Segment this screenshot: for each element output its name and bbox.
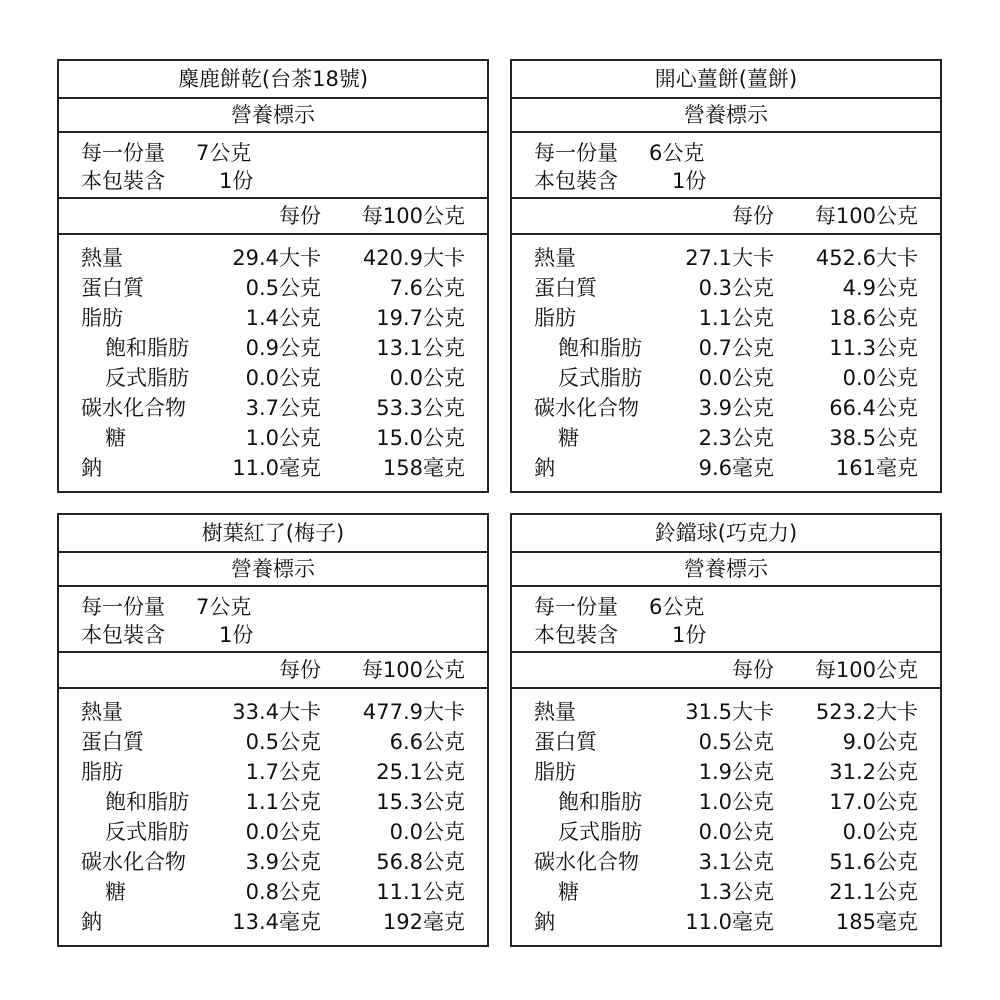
nutrient-per-serving: 0.5公克 [245, 276, 321, 300]
nutrient-row-carbohydrate [512, 847, 940, 877]
nutrient-per-serving: 1.0公克 [245, 426, 321, 450]
nutrient-name: 熱量 [534, 700, 576, 724]
nutrient-table [59, 235, 487, 491]
nutrient-per-100g: 0.0公克 [842, 366, 918, 390]
nutrient-row-trans-fat [59, 817, 487, 847]
servings-value: 1份 [672, 169, 707, 193]
nutrient-row-sugar [512, 877, 940, 907]
product-title: 開心薑餅(薑餅) [512, 61, 940, 99]
nutrient-per-serving: 3.9公克 [245, 850, 321, 874]
nutrient-per-100g: 15.0公克 [376, 426, 465, 450]
nutrient-per-serving: 0.0公克 [698, 366, 774, 390]
nutrient-row-protein [59, 727, 487, 757]
nutrient-per-100g: 15.3公克 [376, 790, 465, 814]
nutrient-per-serving: 0.9公克 [245, 336, 321, 360]
nutrient-name: 碳水化合物 [81, 850, 186, 874]
nutrient-row-carbohydrate [59, 847, 487, 877]
servings-value: 1份 [219, 623, 254, 647]
col-per-serving: 每份 [732, 204, 774, 228]
nutrient-per-100g: 38.5公克 [829, 426, 918, 450]
col-per-100g: 每100公克 [814, 204, 918, 228]
serving-size-label: 每一份量 [534, 141, 618, 165]
nutrient-row-sodium [512, 907, 940, 937]
nutrient-row-energy [59, 697, 487, 727]
nutrient-row-fat [512, 757, 940, 787]
col-per-serving: 每份 [279, 658, 321, 682]
nutrient-row-sugar [512, 423, 940, 453]
nutrient-row-energy [512, 243, 940, 273]
nutrition-label-heading: 營養標示 [59, 99, 487, 133]
nutrient-per-100g: 31.2公克 [829, 760, 918, 784]
serving-info [512, 133, 940, 199]
col-per-serving: 每份 [732, 658, 774, 682]
nutrient-name: 蛋白質 [81, 730, 144, 754]
serving-info [512, 587, 940, 653]
nutrition-panel-4 [510, 513, 942, 947]
nutrient-per-serving: 0.0公克 [245, 366, 321, 390]
product-title: 麋鹿餅乾(台茶18號) [59, 61, 487, 99]
nutrient-row-saturated-fat [512, 333, 940, 363]
nutrient-per-serving: 3.9公克 [698, 396, 774, 420]
serving-size-value: 6公克 [649, 595, 705, 619]
nutrient-per-serving: 0.5公克 [698, 730, 774, 754]
nutrient-per-serving: 1.1公克 [245, 790, 321, 814]
nutrient-name: 脂肪 [81, 306, 123, 330]
nutrient-per-100g: 56.8公克 [376, 850, 465, 874]
nutrient-per-100g: 53.3公克 [376, 396, 465, 420]
nutrient-per-100g: 9.0公克 [842, 730, 918, 754]
nutrition-label-heading: 營養標示 [512, 553, 940, 587]
nutrient-row-sugar [59, 877, 487, 907]
nutrient-name: 鈉 [81, 910, 102, 934]
nutrient-row-trans-fat [512, 817, 940, 847]
nutrient-per-100g: 6.6公克 [389, 730, 465, 754]
nutrient-name: 碳水化合物 [534, 850, 639, 874]
serving-info [59, 133, 487, 199]
nutrition-panel-3 [57, 513, 489, 947]
nutrient-per-100g: 161毫克 [835, 456, 918, 480]
nutrient-name: 飽和脂肪 [558, 336, 642, 360]
nutrient-row-sodium [512, 453, 940, 483]
nutrition-label-heading: 營養標示 [59, 553, 487, 587]
nutrition-panel-2 [510, 59, 942, 493]
nutrient-per-100g: 7.6公克 [389, 276, 465, 300]
nutrient-row-protein [512, 273, 940, 303]
nutrient-name: 脂肪 [534, 760, 576, 784]
serving-size-value: 7公克 [196, 595, 252, 619]
nutrient-name: 脂肪 [534, 306, 576, 330]
nutrient-row-energy [59, 243, 487, 273]
nutrient-row-sugar [59, 423, 487, 453]
nutrient-per-serving: 31.5大卡 [685, 700, 774, 724]
nutrient-per-serving: 3.1公克 [698, 850, 774, 874]
nutrient-per-100g: 477.9大卡 [362, 700, 465, 724]
nutrient-table [512, 689, 940, 945]
serving-size-value: 6公克 [649, 141, 705, 165]
nutrient-name: 碳水化合物 [534, 396, 639, 420]
nutrient-name: 反式脂肪 [105, 820, 189, 844]
nutrient-row-fat [59, 757, 487, 787]
nutrient-per-serving: 1.0公克 [698, 790, 774, 814]
nutrient-per-100g: 523.2大卡 [815, 700, 918, 724]
col-per-100g: 每100公克 [361, 658, 465, 682]
nutrient-per-serving: 27.1大卡 [685, 246, 774, 270]
nutrient-per-serving: 33.4大卡 [232, 700, 321, 724]
nutrient-row-fat [512, 303, 940, 333]
nutrient-per-100g: 0.0公克 [389, 366, 465, 390]
nutrient-per-serving: 11.0毫克 [232, 456, 321, 480]
column-header [59, 653, 487, 689]
nutrient-row-trans-fat [59, 363, 487, 393]
nutrient-name: 飽和脂肪 [105, 336, 189, 360]
nutrient-per-100g: 66.4公克 [829, 396, 918, 420]
nutrient-row-trans-fat [512, 363, 940, 393]
servings-per-pack-line [81, 167, 487, 195]
nutrient-per-100g: 51.6公克 [829, 850, 918, 874]
nutrient-row-sodium [59, 907, 487, 937]
servings-label: 本包裝含 [81, 623, 165, 647]
nutrition-label-heading: 營養標示 [512, 99, 940, 133]
nutrient-per-100g: 158毫克 [382, 456, 465, 480]
nutrient-name: 反式脂肪 [558, 366, 642, 390]
servings-label: 本包裝含 [81, 169, 165, 193]
nutrient-name: 碳水化合物 [81, 396, 186, 420]
servings-per-pack-line [81, 621, 487, 649]
nutrient-name: 蛋白質 [534, 276, 597, 300]
serving-info [59, 587, 487, 653]
nutrient-per-serving: 0.0公克 [245, 820, 321, 844]
nutrient-per-serving: 1.7公克 [245, 760, 321, 784]
nutrient-per-serving: 1.9公克 [698, 760, 774, 784]
serving-size-line [534, 139, 940, 167]
nutrient-row-sodium [59, 453, 487, 483]
nutrient-name: 熱量 [534, 246, 576, 270]
nutrient-per-100g: 420.9大卡 [362, 246, 465, 270]
nutrient-row-saturated-fat [512, 787, 940, 817]
column-header [512, 653, 940, 689]
nutrient-per-100g: 185毫克 [835, 910, 918, 934]
nutrient-per-serving: 1.1公克 [698, 306, 774, 330]
nutrient-per-serving: 9.6毫克 [698, 456, 774, 480]
nutrient-row-protein [59, 273, 487, 303]
col-per-serving: 每份 [279, 204, 321, 228]
col-per-100g: 每100公克 [361, 204, 465, 228]
nutrient-row-carbohydrate [59, 393, 487, 423]
nutrient-per-100g: 19.7公克 [376, 306, 465, 330]
serving-size-line [81, 139, 487, 167]
nutrient-per-serving: 1.4公克 [245, 306, 321, 330]
nutrient-per-serving: 1.3公克 [698, 880, 774, 904]
nutrient-name: 糖 [105, 880, 126, 904]
product-title: 鈴鐺球(巧克力) [512, 515, 940, 553]
nutrient-per-100g: 18.6公克 [829, 306, 918, 330]
servings-value: 1份 [219, 169, 254, 193]
serving-size-line [534, 593, 940, 621]
nutrient-per-100g: 0.0公克 [389, 820, 465, 844]
nutrient-name: 熱量 [81, 700, 123, 724]
nutrient-per-100g: 25.1公克 [376, 760, 465, 784]
nutrient-per-100g: 452.6大卡 [815, 246, 918, 270]
nutrient-row-protein [512, 727, 940, 757]
nutrient-name: 鈉 [534, 456, 555, 480]
nutrient-name: 反式脂肪 [105, 366, 189, 390]
nutrient-name: 鈉 [81, 456, 102, 480]
servings-per-pack-line [534, 167, 940, 195]
serving-size-label: 每一份量 [534, 595, 618, 619]
servings-per-pack-line [534, 621, 940, 649]
nutrient-name: 糖 [558, 880, 579, 904]
nutrient-name: 飽和脂肪 [558, 790, 642, 814]
nutrient-per-100g: 17.0公克 [829, 790, 918, 814]
nutrient-per-100g: 192毫克 [382, 910, 465, 934]
nutrient-name: 糖 [558, 426, 579, 450]
nutrient-name: 熱量 [81, 246, 123, 270]
nutrient-per-serving: 0.7公克 [698, 336, 774, 360]
nutrient-table [59, 689, 487, 945]
nutrient-row-saturated-fat [59, 333, 487, 363]
nutrient-per-serving: 0.3公克 [698, 276, 774, 300]
nutrient-per-serving: 0.5公克 [245, 730, 321, 754]
nutrient-name: 飽和脂肪 [105, 790, 189, 814]
nutrient-name: 蛋白質 [81, 276, 144, 300]
nutrient-per-100g: 21.1公克 [829, 880, 918, 904]
nutrient-row-saturated-fat [59, 787, 487, 817]
nutrient-name: 蛋白質 [534, 730, 597, 754]
servings-value: 1份 [672, 623, 707, 647]
nutrient-per-serving: 29.4大卡 [232, 246, 321, 270]
nutrient-table [512, 235, 940, 491]
product-title: 樹葉紅了(梅子) [59, 515, 487, 553]
nutrient-per-100g: 4.9公克 [842, 276, 918, 300]
serving-size-value: 7公克 [196, 141, 252, 165]
nutrient-row-fat [59, 303, 487, 333]
nutrient-per-100g: 13.1公克 [376, 336, 465, 360]
column-header [512, 199, 940, 235]
nutrient-name: 脂肪 [81, 760, 123, 784]
serving-size-line [81, 593, 487, 621]
nutrient-row-carbohydrate [512, 393, 940, 423]
nutrient-per-serving: 13.4毫克 [232, 910, 321, 934]
nutrient-per-100g: 0.0公克 [842, 820, 918, 844]
servings-label: 本包裝含 [534, 169, 618, 193]
nutrient-per-100g: 11.3公克 [829, 336, 918, 360]
column-header [59, 199, 487, 235]
nutrient-per-serving: 0.0公克 [698, 820, 774, 844]
nutrient-per-serving: 2.3公克 [698, 426, 774, 450]
nutrient-name: 反式脂肪 [558, 820, 642, 844]
nutrient-name: 鈉 [534, 910, 555, 934]
nutrient-per-serving: 3.7公克 [245, 396, 321, 420]
nutrient-per-100g: 11.1公克 [376, 880, 465, 904]
nutrient-per-serving: 0.8公克 [245, 880, 321, 904]
nutrition-panel-1 [57, 59, 489, 493]
servings-label: 本包裝含 [534, 623, 618, 647]
serving-size-label: 每一份量 [81, 141, 165, 165]
nutrient-row-energy [512, 697, 940, 727]
serving-size-label: 每一份量 [81, 595, 165, 619]
nutrient-per-serving: 11.0毫克 [685, 910, 774, 934]
nutrient-name: 糖 [105, 426, 126, 450]
col-per-100g: 每100公克 [814, 658, 918, 682]
